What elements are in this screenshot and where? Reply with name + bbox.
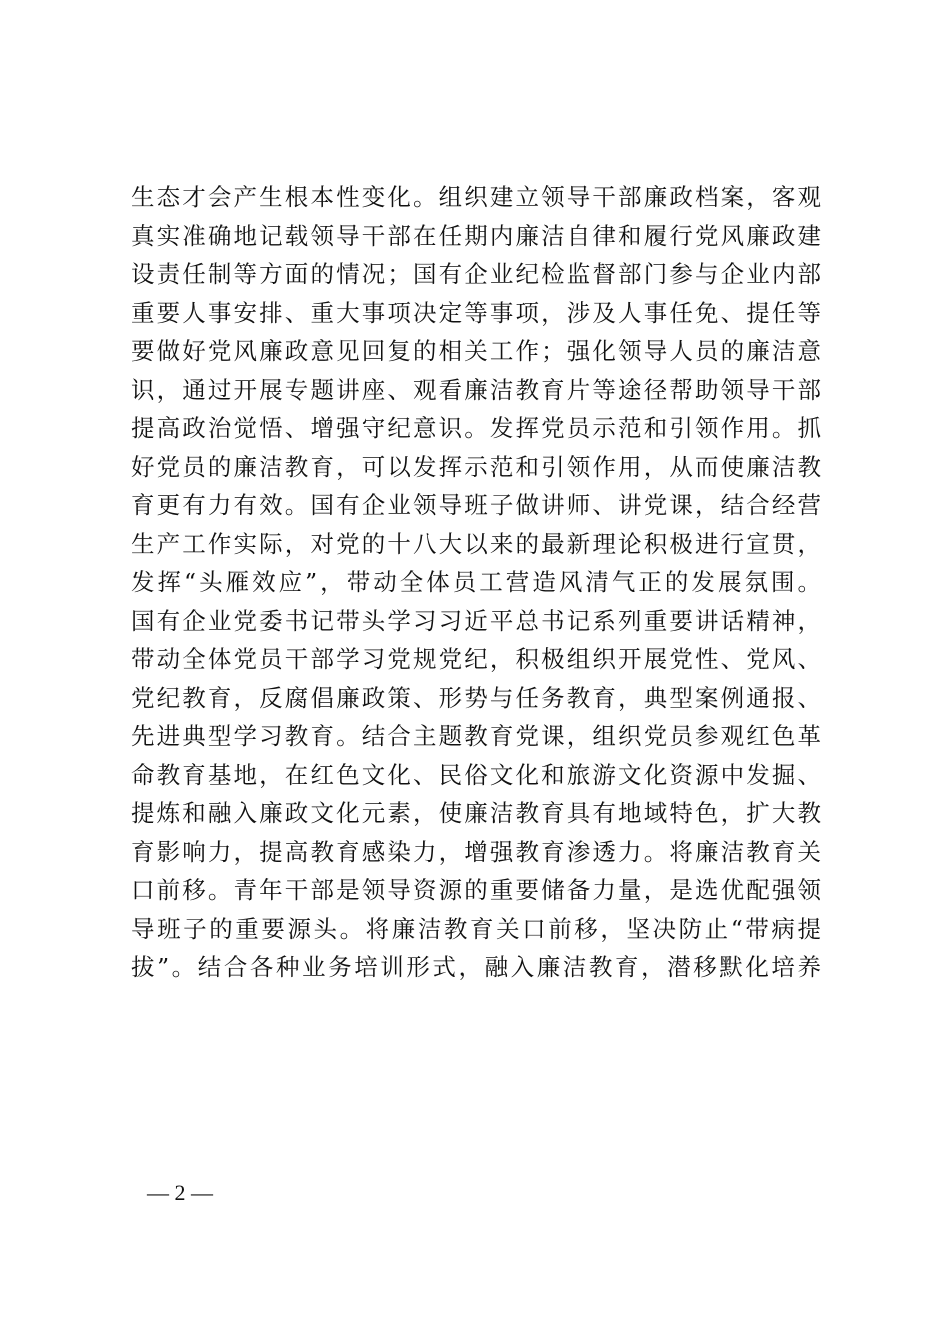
page-number: — 2 — (147, 1180, 213, 1205)
text-line: 导班子的重要源头。将廉洁教育关口前移，坚决防止“带病提 (131, 914, 821, 943)
text-line: 生产工作实际，对党的十八大以来的最新理论积极进行宣贯， (131, 529, 821, 558)
text-line: 识，通过开展专题讲座、观看廉洁教育片等途径帮助领导干部 (131, 375, 821, 404)
body-text (131, 178, 821, 987)
text-line: 提炼和融入廉政文化元素，使廉洁教育具有地域特色，扩大教 (131, 799, 821, 827)
text-line: 育更有力有效。国有企业领导班子做讲师、讲党课，结合经营 (131, 491, 821, 519)
text-line: 先进典型学习教育。结合主题教育党课，组织党员参观红色革 (131, 722, 821, 750)
text-line: 真实准确地记载领导干部在任期内廉洁自律和履行党风廉政建 (131, 221, 821, 250)
text-line: 好党员的廉洁教育，可以发挥示范和引领作用，从而使廉洁教 (131, 452, 821, 481)
text-line: 发挥“头雁效应”，带动全体员工营造风清气正的发展氛围。 (131, 568, 821, 596)
text-line: 带动全体党员干部学习党规党纪，积极组织开展党性、党风、 (131, 645, 821, 673)
text-line: 命教育基地，在红色文化、民俗文化和旅游文化资源中发掘、 (131, 760, 821, 789)
text-line: 党纪教育，反腐倡廉政策、形势与任务教育，典型案例通报、 (131, 683, 821, 712)
text-line: 要做好党风廉政意见回复的相关工作；强化领导人员的廉洁意 (131, 337, 821, 365)
text-line: 提高政治觉悟、增强守纪意识。发挥党员示范和引领作用。抓 (131, 414, 821, 442)
text-line: 设责任制等方面的情况；国有企业纪检监督部门参与企业内部 (131, 260, 821, 288)
text-line: 拔”。结合各种业务培训形式，融入廉洁教育，潜移默化培养 (131, 953, 821, 981)
text-line: 育影响力，提高教育感染力，增强教育渗透力。将廉洁教育关 (131, 837, 821, 866)
text-line: 国有企业党委书记带头学习习近平总书记系列重要讲话精神， (131, 606, 821, 635)
text-line: 重要人事安排、重大事项决定等事项，涉及人事任免、提任等 (131, 298, 821, 327)
text-line: 口前移。青年干部是领导资源的重要储备力量，是选优配强领 (131, 876, 821, 904)
text-line: 生态才会产生根本性变化。组织建立领导干部廉政档案，客观 (131, 183, 821, 211)
